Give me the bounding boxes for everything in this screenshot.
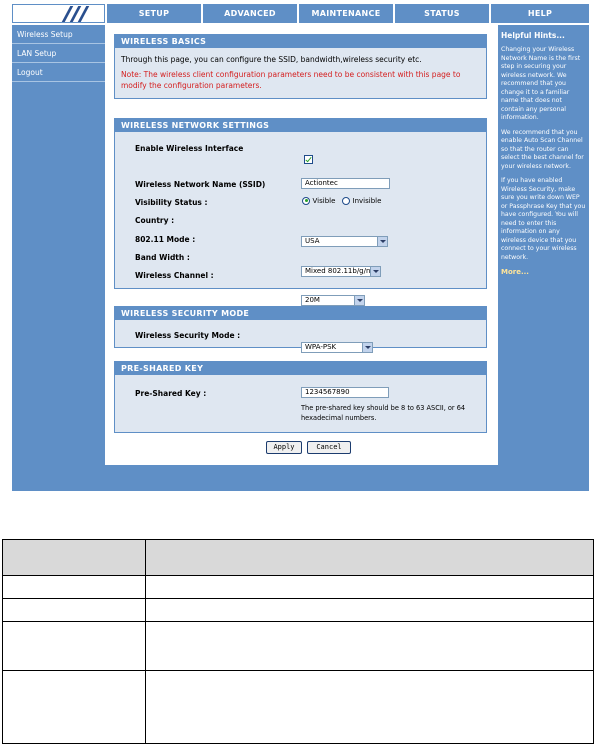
top-nav <box>12 4 589 23</box>
bandwidth-label: Band Width : <box>135 253 190 262</box>
helpful-hints-panel <box>494 25 589 465</box>
table-row <box>3 576 594 599</box>
table-row <box>3 671 594 744</box>
mode-select[interactable] <box>301 266 381 277</box>
wireless-basics-title: WIRELESS BASICS <box>115 35 486 48</box>
wireless-network-settings-section <box>114 118 487 304</box>
footer-bar <box>12 465 589 491</box>
ssid-label: Wireless Network Name (SSID) <box>135 180 266 189</box>
wireless-basics-section <box>114 34 487 99</box>
apply-button[interactable]: Apply <box>266 441 302 454</box>
hints-paragraph-channel: We recommend that you enable Auto Scan Channel so that the router can select the best channel for your wireless network. <box>501 128 584 170</box>
table-row <box>3 599 594 622</box>
sidebar <box>12 25 105 465</box>
country-label: Country : <box>135 216 175 225</box>
country-select[interactable] <box>301 236 388 247</box>
pre-shared-key-label: Pre-Shared Key : <box>135 389 207 398</box>
visibility-label: Visibility Status : <box>135 198 208 207</box>
chevron-down-icon <box>362 343 372 352</box>
wireless-basics-intro: Through this page, you can configure the SSID, bandwidth,wireless security etc. <box>121 55 422 64</box>
country-select-value: USA <box>305 237 320 245</box>
visibility-radio-group <box>302 196 385 205</box>
invisible-radio[interactable] <box>342 197 350 205</box>
chevron-down-icon <box>354 296 364 305</box>
chevron-down-icon <box>377 237 387 246</box>
wireless-basics-note: Note: The wireless client configuration parameters need to be consistent with this page to modify the configuration parameters. <box>121 70 461 90</box>
security-mode-title: WIRELESS SECURITY MODE <box>115 307 486 320</box>
hints-paragraph-ssid: Changing your Wireless Network Name is the first step in securing your wireless network. We recommend that you change it to a familiar name that does not contain any personal information. <box>501 46 581 121</box>
security-mode-section <box>114 306 487 351</box>
sidebar-item-logout[interactable]: Logout <box>12 63 105 82</box>
channel-label: Wireless Channel : <box>135 271 214 280</box>
sidebar-item-lan-setup[interactable]: LAN Setup <box>12 44 105 63</box>
logo <box>12 4 105 23</box>
table-row <box>3 622 594 671</box>
mode-label: 802.11 Mode : <box>135 235 196 244</box>
tab-help[interactable]: HELP <box>489 4 589 23</box>
mode-select-value: Mixed 802.11b/g/n <box>305 267 371 275</box>
security-mode-select-value: WPA-PSK <box>305 343 337 351</box>
bandwidth-select-value: 20M <box>305 296 320 304</box>
hints-more-link[interactable]: More... <box>501 268 529 276</box>
pre-shared-key-section <box>114 361 487 433</box>
router-frame <box>12 25 589 491</box>
security-mode-label: Wireless Security Mode : <box>135 331 241 340</box>
network-settings-title: WIRELESS NETWORK SETTINGS <box>115 119 486 132</box>
hints-title: Helpful Hints... <box>501 31 565 40</box>
table-header-cell <box>146 540 594 576</box>
tab-status[interactable]: STATUS <box>393 4 489 23</box>
pre-shared-key-title: PRE-SHARED KEY <box>115 362 486 375</box>
visible-radio-label: Visible <box>312 196 336 205</box>
main-content <box>105 25 494 465</box>
bandwidth-select[interactable] <box>301 295 365 306</box>
table-header-cell <box>3 540 146 576</box>
pre-shared-key-input[interactable]: 1234567890 <box>301 387 389 398</box>
enable-wireless-label: Enable Wireless Interface <box>135 144 244 153</box>
enable-wireless-checkbox[interactable] <box>304 155 313 164</box>
visible-radio[interactable] <box>302 197 310 205</box>
invisible-radio-label: Invisible <box>352 196 382 205</box>
ssid-input[interactable]: Actiontec <box>301 178 390 189</box>
description-table <box>2 539 594 744</box>
tab-maintenance[interactable]: MAINTENANCE <box>297 4 393 23</box>
tab-setup[interactable]: SETUP <box>105 4 201 23</box>
chevron-down-icon <box>370 267 380 276</box>
security-mode-select[interactable] <box>301 342 373 353</box>
hints-paragraph-security: If you have enabled Wireless Security, make sure you write down WEP or Passphrase Key that you have configured. You will need to enter this information on any wireless device that you connect to your wireless network. <box>501 177 586 261</box>
tab-advanced[interactable]: ADVANCED <box>201 4 297 23</box>
pre-shared-key-hint: The pre-shared key should be 8 to 63 ASCII, or 64 hexadecimal numbers. <box>301 404 466 422</box>
cancel-button[interactable]: Cancel <box>307 441 351 454</box>
sidebar-item-wireless-setup[interactable]: Wireless Setup <box>12 25 105 44</box>
